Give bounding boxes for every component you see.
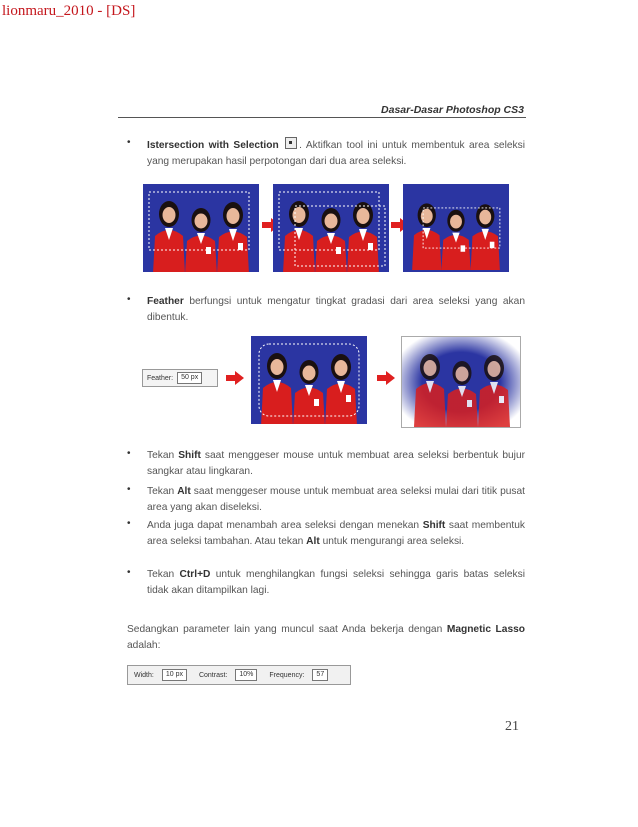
photo-feather-result: [401, 336, 521, 428]
key-shift: Shift: [178, 450, 201, 461]
tip-text: Tekan: [147, 569, 180, 580]
key-alt: Alt: [177, 486, 191, 497]
contrast-input[interactable]: 10%: [235, 669, 257, 681]
feather-option-bar: [142, 369, 218, 387]
arrow-right-icon: [377, 371, 395, 385]
bullet: •: [127, 448, 131, 459]
intersect-selection-icon: [285, 137, 297, 149]
width-input[interactable]: 10 px: [162, 669, 187, 681]
frequency-input[interactable]: 57: [312, 669, 328, 681]
frequency-label: Frequency:: [269, 671, 305, 679]
feather-input[interactable]: 50 px: [177, 372, 202, 384]
bullet: •: [127, 484, 131, 495]
page-number: 21: [505, 719, 519, 734]
tip-text: saat menggeser mouse untuk membuat area seleksi mulai dari titik pusat area yang akan diseleksi.: [147, 486, 526, 513]
tip-text: Tekan: [147, 486, 178, 497]
bullet: •: [127, 137, 131, 148]
feather-label: Feather:: [147, 374, 174, 382]
closing-text: adalah:: [127, 639, 161, 651]
tip-alt: [147, 484, 525, 515]
key-alt: Alt: [306, 535, 320, 547]
feather-paragraph: [147, 294, 525, 325]
tip-shift: [147, 448, 525, 479]
bullet: •: [127, 567, 131, 578]
tip-text: untuk mengurangi area seleksi.: [319, 535, 465, 547]
photo-selection-1: [143, 184, 259, 272]
term-feather: Feather: [147, 296, 184, 307]
term-intersection: Istersection with Selection: [147, 140, 279, 151]
tip-text: Tekan: [147, 450, 179, 461]
width-label: Width:: [134, 671, 154, 679]
key-ctrl-d: Ctrl+D: [179, 569, 211, 580]
magnetic-lasso-option-bar: [127, 665, 351, 685]
feather-text: berfungsi untuk mengatur tingkat gradasi dari area seleksi yang akan dibentuk.: [147, 296, 525, 323]
tip-add-subtract: [147, 518, 525, 549]
photo-selection-result: [403, 184, 509, 272]
closing-paragraph: [127, 622, 525, 653]
tip-ctrl-d: [147, 567, 525, 598]
tip-text: saat menggeser mouse untuk membuat area seleksi berbentuk bujur sangkar atau lingkaran.: [147, 450, 525, 477]
photo-feather-selection: [251, 336, 367, 424]
contrast-label: Contrast:: [198, 671, 228, 679]
tip-text: Anda juga dapat menambah area seleksi dengan menekan: [147, 520, 423, 531]
watermark: lionmaru_2010 - [DS]: [2, 3, 136, 19]
key-shift: Shift: [422, 520, 446, 531]
bullet: •: [127, 294, 131, 305]
photo-selection-2: [273, 184, 389, 272]
intersection-paragraph: [147, 137, 525, 169]
tip-text: saat membentuk area seleksi tambahan. Atau tekan: [147, 520, 525, 547]
running-header: Dasar-Dasar Photoshop CS3: [381, 104, 524, 116]
term-magnetic-lasso: Magnetic Lasso: [446, 624, 525, 635]
bullet: •: [127, 518, 131, 529]
arrow-right-icon: [226, 371, 244, 385]
header-rule: [118, 117, 526, 118]
closing-text: Sedangkan parameter lain yang muncul saat Anda bekerja dengan: [127, 624, 447, 635]
tip-text: untuk menghilangkan fungsi seleksi sehingga garis batas seleksi tidak akan ditampilkan lagi.: [147, 569, 525, 596]
intersection-text: . Aktifkan tool ini untuk membentuk area seleksi yang merupakan hasil perpotongan dari dua area seleksi.: [147, 140, 525, 167]
